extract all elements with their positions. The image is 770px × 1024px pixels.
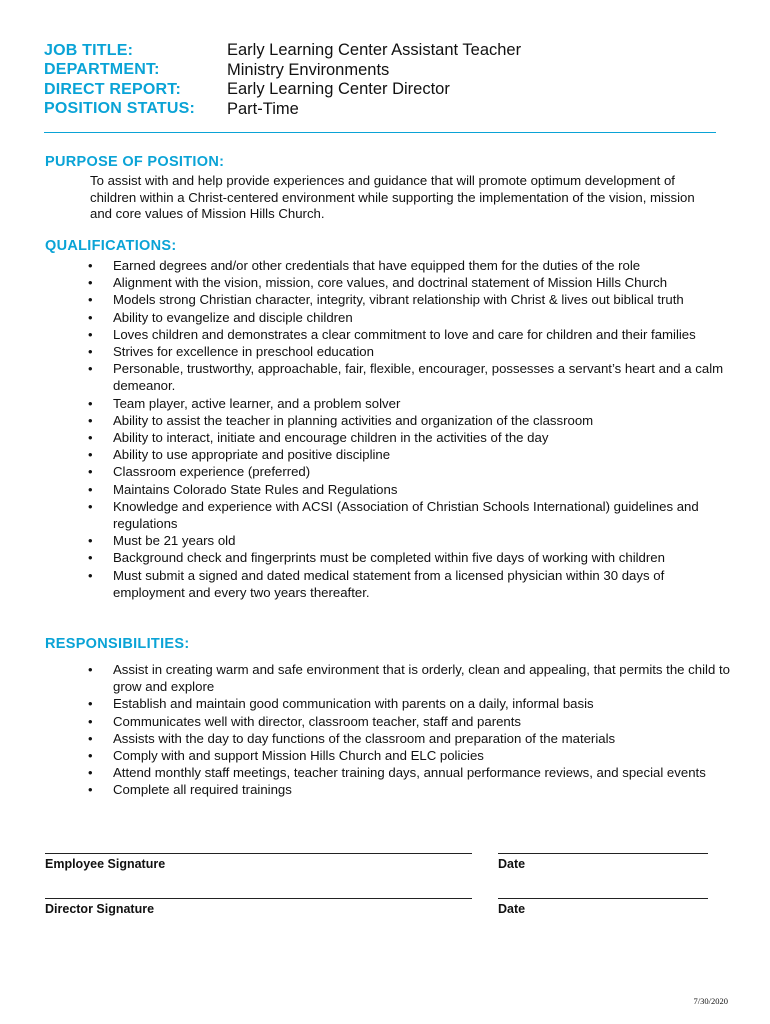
purpose-text: To assist with and help provide experiences and guidance that will promote optimum development of children within a Christ-centered environment while supporting the implementation of the vision, mission and core values of Mission Hills Church. bbox=[90, 173, 695, 222]
director-date-label: Date bbox=[498, 902, 526, 916]
header-row-direct-report bbox=[44, 80, 521, 100]
qualification-item: • Team player, active learner, and a problem solver bbox=[86, 395, 731, 412]
employee-signature-line[interactable] bbox=[45, 853, 472, 854]
employee-date-line[interactable] bbox=[498, 853, 708, 854]
job-title-label: JOB TITLE: bbox=[44, 41, 134, 59]
responsibility-item: • Assists with the day to day functions of the classroom and preparation of the materials bbox=[86, 730, 731, 747]
qualification-item: • Personable, trustworthy, approachable, fair, flexible, encourager, possesses a servant’s heart and a calm demeanor. bbox=[86, 360, 731, 394]
qualification-item: • Strives for excellence in preschool education bbox=[86, 343, 731, 360]
header-row-position-status bbox=[44, 100, 521, 120]
qualification-item: • Must be 21 years old bbox=[86, 532, 731, 549]
qualification-item: • Alignment with the vision, mission, core values, and doctrinal statement of Mission Hills Church bbox=[86, 274, 731, 291]
qualification-item: • Must submit a signed and dated medical statement from a licensed physician within 30 days of employment and every two years thereafter. bbox=[86, 567, 731, 601]
purpose-heading: PURPOSE OF POSITION: bbox=[45, 154, 225, 170]
qualification-item: • Background check and fingerprints must be completed within five days of working with children bbox=[86, 549, 731, 566]
qualification-item: • Knowledge and experience with ACSI (Association of Christian Schools International) guidelines and regulations bbox=[86, 498, 731, 532]
responsibility-item: • Comply with and support Mission Hills Church and ELC policies bbox=[86, 747, 731, 764]
department-value: Ministry Environments bbox=[227, 60, 390, 79]
responsibilities-heading: RESPONSIBILITIES: bbox=[45, 636, 190, 652]
director-date-line[interactable] bbox=[498, 898, 708, 899]
responsibility-item: • Complete all required trainings bbox=[86, 781, 731, 798]
responsibility-item: • Assist in creating warm and safe environment that is orderly, clean and appealing, that permits the child to grow and explore bbox=[86, 661, 731, 695]
position-status-value: Part-Time bbox=[227, 99, 299, 118]
direct-report-value: Early Learning Center Director bbox=[227, 80, 450, 99]
employee-date-label: Date bbox=[498, 857, 526, 871]
qualifications-list bbox=[86, 257, 731, 601]
job-title-value: Early Learning Center Assistant Teacher bbox=[227, 41, 522, 60]
revision-date: 7/30/2020 bbox=[693, 996, 728, 1006]
job-header bbox=[44, 41, 521, 119]
director-signature-label: Director Signature bbox=[45, 902, 155, 916]
header-divider bbox=[44, 132, 716, 133]
qualification-item: • Ability to assist the teacher in planning activities and organization of the classroom bbox=[86, 412, 731, 429]
qualifications-heading: QUALIFICATIONS: bbox=[45, 238, 177, 254]
qualification-item: • Maintains Colorado State Rules and Regulations bbox=[86, 481, 731, 498]
department-label: DEPARTMENT: bbox=[44, 61, 160, 79]
employee-signature-label: Employee Signature bbox=[45, 857, 166, 871]
qualification-item: • Ability to use appropriate and positive discipline bbox=[86, 446, 731, 463]
qualification-item: • Models strong Christian character, integrity, vibrant relationship with Christ & lives out biblical truth bbox=[86, 291, 731, 308]
header-row-job-title bbox=[44, 41, 521, 61]
qualification-item: • Ability to evangelize and disciple children bbox=[86, 309, 731, 326]
qualification-item: • Classroom experience (preferred) bbox=[86, 463, 731, 480]
director-signature-line[interactable] bbox=[45, 898, 472, 899]
qualification-item: • Loves children and demonstrates a clear commitment to love and care for children and their families bbox=[86, 326, 731, 343]
qualification-item: • Earned degrees and/or other credentials that have equipped them for the duties of the role bbox=[86, 257, 731, 274]
header-row-department bbox=[44, 61, 521, 81]
qualification-item: • Ability to interact, initiate and encourage children in the activities of the day bbox=[86, 429, 731, 446]
responsibility-item: • Establish and maintain good communication with parents on a daily, informal basis bbox=[86, 695, 731, 712]
responsibility-item: • Attend monthly staff meetings, teacher training days, annual performance reviews, and special events bbox=[86, 764, 731, 781]
direct-report-label: DIRECT REPORT: bbox=[44, 80, 182, 98]
responsibilities-list bbox=[86, 661, 731, 799]
position-status-label: POSITION STATUS: bbox=[44, 100, 196, 118]
responsibility-item: • Communicates well with director, classroom teacher, staff and parents bbox=[86, 713, 731, 730]
